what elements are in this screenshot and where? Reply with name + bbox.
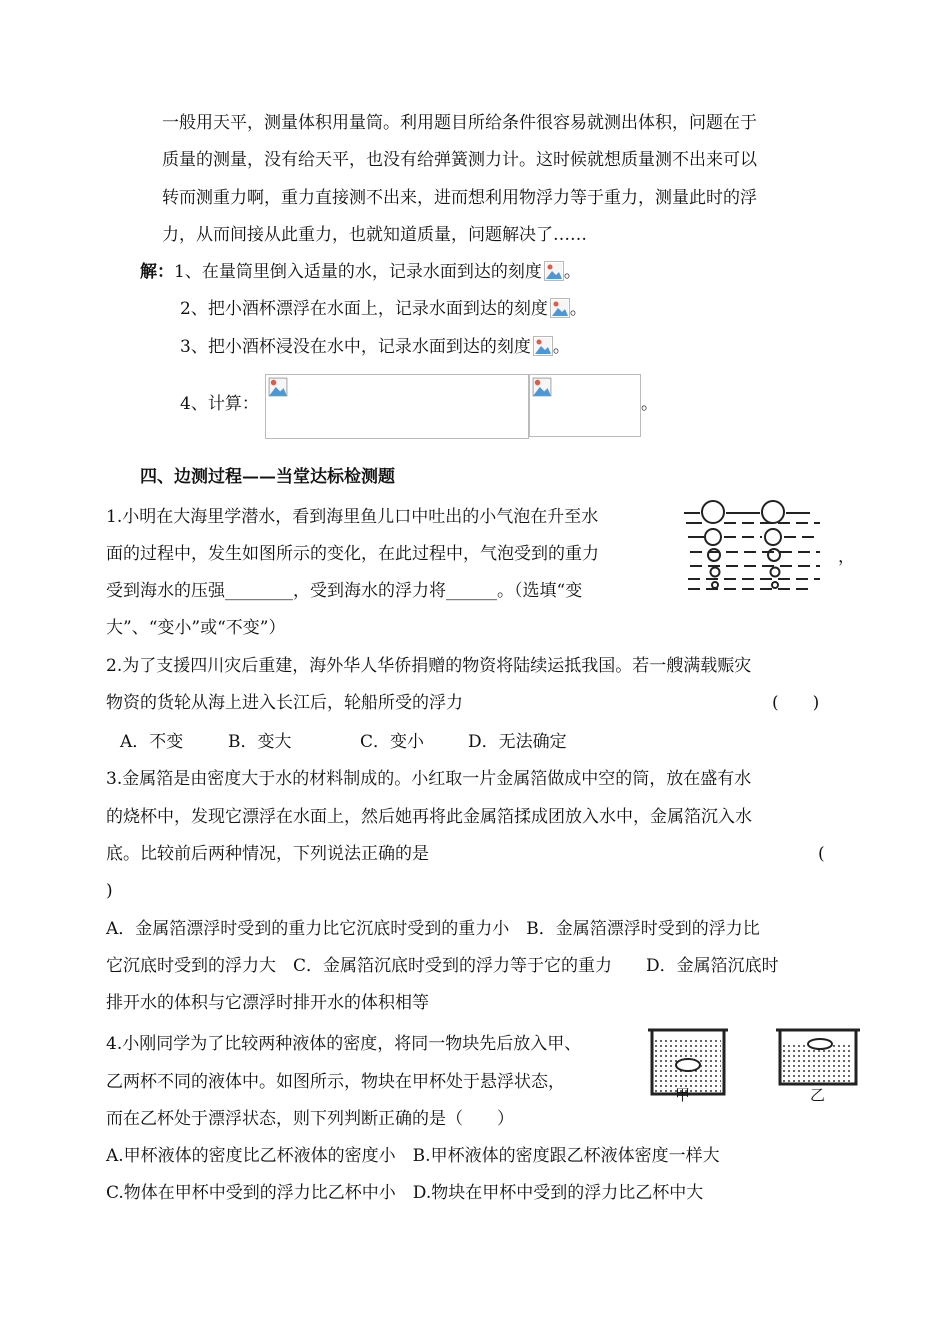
intro-line: 一般用天平，测量体积用量筒。利用题目所给条件很容易就测出体积，问题在于 <box>162 113 757 133</box>
q3-option-line: 排开水的体积与它漂浮时排开水的体积相等 <box>106 993 429 1013</box>
q3-option-line: 它沉底时受到的浮力大 C．金属箔沉底时受到的浮力等于它的重力 D．金属箔沉底时 <box>106 956 779 976</box>
q2-option-a: A．不变 <box>120 732 184 752</box>
solution-step-4: 4、计算： <box>180 394 259 414</box>
q3-paren-open: ( <box>818 844 825 864</box>
broken-image-icon <box>532 377 552 397</box>
q1-line: 受到海水的压强________，受到海水的浮力将______。（选填“变 <box>106 581 583 601</box>
q2-option-c: C．变小 <box>360 732 425 752</box>
q3-line: 底。比较前后两种情况，下列说法正确的是 <box>106 844 429 864</box>
broken-image-icon <box>533 336 553 356</box>
q2-line: 物资的货轮从海上进入长江后，轮船所受的浮力 <box>106 693 463 713</box>
solution-step-1: 解：1、在量筒里倒入适量的水，记录水面到达的刻度 。 <box>140 262 581 282</box>
section-title: 四、边测过程——当堂达标检测题 <box>140 467 395 487</box>
intro-line: 转而测重力啊，重力直接测不出来，进而想利用物浮力等于重力，测量此时的浮 <box>162 188 757 208</box>
q1-line: 1.小明在大海里学潜水，看到海里鱼儿口中吐出的小气泡在升至水 <box>106 507 599 527</box>
solution-label: 解： <box>140 262 174 282</box>
q4-option-line: C.物体在甲杯中受到的浮力比乙杯中小 D.物块在甲杯中受到的浮力比乙杯中大 <box>106 1183 704 1203</box>
q3-line: 的烧杯中，发现它漂浮在水面上，然后她再将此金属箔揉成团放入水中，金属箔沉入水 <box>106 807 752 827</box>
q3-option-line: A．金属箔漂浮时受到的重力比它沉底时受到的重力小 B．金属箔漂浮时受到的浮力比 <box>106 919 760 939</box>
q1-line: 面的过程中，发生如图所示的变化，在此过程中，气泡受到的重力 <box>106 544 599 564</box>
q4-line: 而在乙杯处于漂浮状态，则下列判断正确的是（ ） <box>106 1109 514 1129</box>
formula-end-mark: 。 <box>641 394 658 414</box>
broken-image-icon <box>550 298 570 318</box>
q2-line: 2.为了支援四川灾后重建，海外华人华侨捐赠的物资将陆续运抵我国。若一艘满载赈灾 <box>106 656 752 676</box>
solution-step-3: 3、把小酒杯浸没在水中，记录水面到达的刻度 。 <box>180 337 570 357</box>
q4-line: 4.小刚同学为了比较两种液体的密度，将同一物块先后放入甲、 <box>106 1034 582 1054</box>
q3-line: 3.金属箔是由密度大于水的材料制成的。小红取一片金属箔做成中空的筒，放在盛有水 <box>106 769 752 789</box>
intro-line: 力，从而间接从此重力，也就知道质量，问题解决了…… <box>162 225 587 245</box>
formula-image-placeholder <box>529 374 641 437</box>
q2-option-d: D．无法确定 <box>468 732 567 752</box>
formula-image-placeholder <box>265 374 529 439</box>
solution-step-2: 2、把小酒杯漂浮在水面上，记录水面到达的刻度 。 <box>180 299 587 319</box>
q4-line: 乙两杯不同的液体中。如图所示，物块在甲杯处于悬浮状态， <box>106 1072 565 1092</box>
q1-comma: ， <box>838 547 855 567</box>
q4-option-line: A.甲杯液体的密度比乙杯液体的密度小 B.甲杯液体的密度跟乙杯液体密度一样大 <box>106 1146 720 1166</box>
broken-image-icon <box>544 261 564 281</box>
q3-paren-close: ) <box>106 881 113 901</box>
q1-line: 大”、“变小”或“不变”） <box>106 618 286 638</box>
bubbles-figure <box>680 497 825 597</box>
broken-image-icon <box>268 377 288 397</box>
intro-line: 质量的测量，没有给天平，也没有给弹簧测力计。这时候就想质量测不出来可以 <box>162 150 757 170</box>
cup-label-yi: 乙 <box>810 1086 826 1104</box>
q2-option-b: B．变大 <box>228 732 292 752</box>
cup-label-jia: 甲 <box>675 1086 691 1104</box>
q2-answer-paren: ( ) <box>772 693 820 713</box>
